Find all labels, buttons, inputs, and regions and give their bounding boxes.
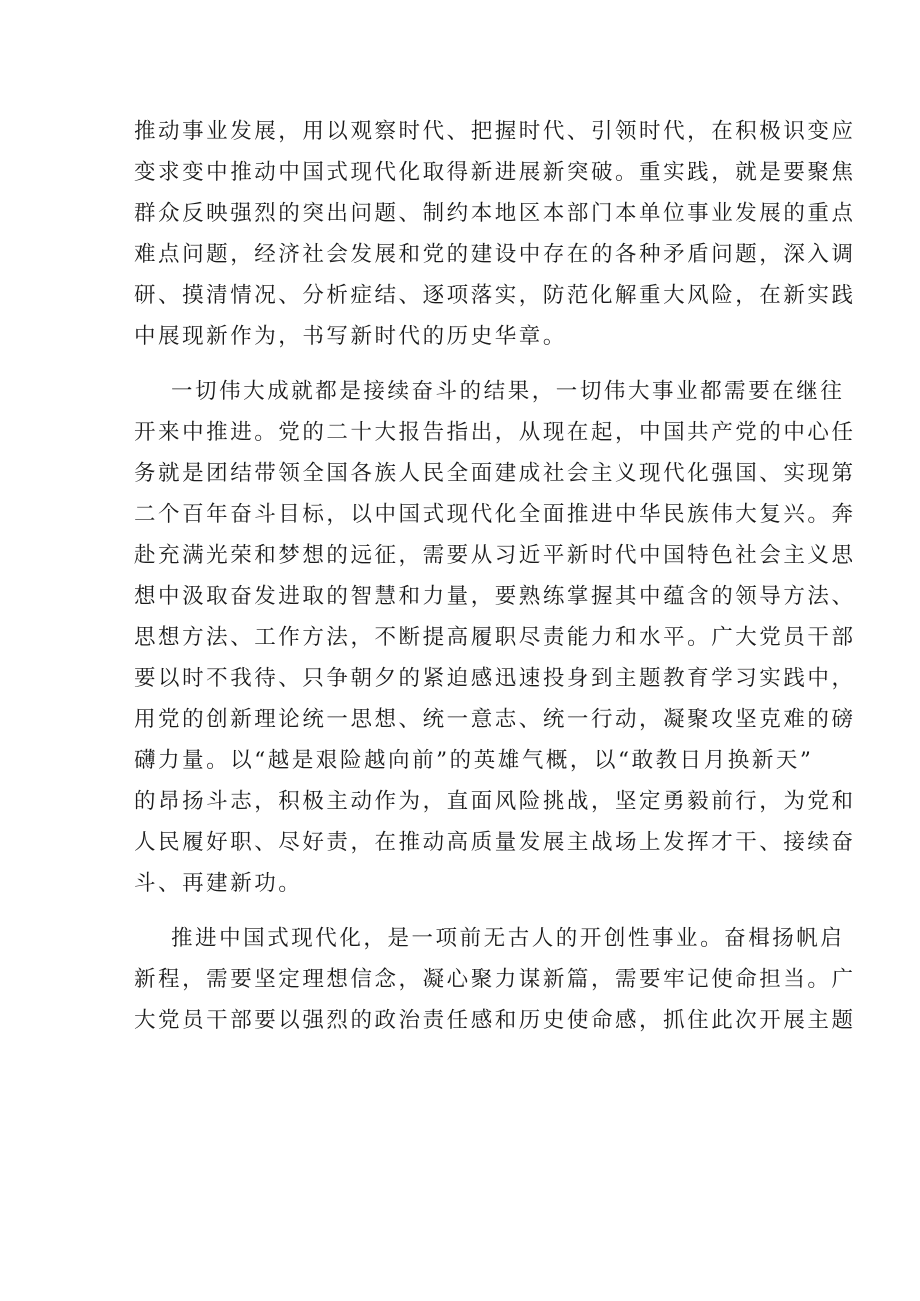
text-line: 的昂扬斗志，积极主动作为，直面风险挑战，坚定勇毅前行，为党和 — [134, 789, 856, 814]
text-line: 人民履好职、尽好责，在推动高质量发展主战场上发挥才干、接续奋 — [134, 830, 856, 855]
text-line: 变求变中推动中国式现代化取得新进展新突破。重实践，就是要聚焦 — [134, 160, 856, 185]
text-line: 务就是团结带领全国各族人民全面建成社会主义现代化强国、实现第 — [134, 461, 856, 486]
text-line: 大党员干部要以强烈的政治责任感和历史使命感，抓住此次开展主题 — [134, 1008, 856, 1033]
text-line: 赴充满光荣和梦想的远征，需要从习近平新时代中国特色社会主义思 — [134, 543, 856, 568]
paragraph-spacer — [134, 357, 794, 371]
text-line: 思想方法、工作方法，不断提高履职尽责能力和水平。广大党员干部 — [134, 625, 856, 650]
text-line: 推动事业发展，用以观察时代、把握时代、引领时代，在积极识变应 — [134, 119, 856, 144]
text-line: 新程，需要坚定理想信念，凝心聚力谋新篇，需要牢记使命担当。广 — [134, 967, 856, 992]
paragraph-1 — [134, 111, 856, 357]
text-line: 想中汲取奋发进取的智慧和力量，要熟练掌握其中蕴含的领导方法、 — [134, 584, 856, 609]
paragraph-3 — [134, 918, 856, 1041]
text-line: 开来中推进。党的二十大报告指出，从现在起，中国共产党的中心任 — [134, 420, 856, 445]
text-line: 研、摸清情况、分析症结、逐项落实，防范化解重大风险，在新实践 — [134, 283, 856, 308]
text-line: 中展现新作为，书写新时代的历史华章。 — [134, 324, 567, 349]
text-line: 要以时不我待、只争朝夕的紧迫感迅速投身到主题教育学习实践中， — [134, 666, 856, 691]
text-line: 群众反映强烈的突出问题、制约本地区本部门本单位事业发展的重点 — [134, 201, 856, 226]
text-line: 礴力量。以“越是艰险越向前”的英雄气概，以“敢教日月换新天” — [134, 748, 814, 773]
text-line: 二个百年奋斗目标，以中国式现代化全面推进中华民族伟大复兴。奔 — [134, 502, 856, 527]
body-text — [134, 111, 856, 1041]
text-line: 难点问题，经济社会发展和党的建设中存在的各种矛盾问题，深入调 — [134, 242, 856, 267]
text-line: 用党的创新理论统一思想、统一意志、统一行动，凝聚攻坚克难的磅 — [134, 707, 856, 732]
text-line: 推进中国式现代化，是一项前无古人的开创性事业。奋楫扬帆启 — [171, 926, 845, 951]
text-line: 斗、再建新功。 — [134, 871, 303, 896]
text-line: 一切伟大成就都是接续奋斗的结果，一切伟大事业都需要在继往 — [171, 379, 845, 404]
paragraph-spacer — [134, 904, 794, 918]
paragraph-2 — [134, 371, 856, 904]
